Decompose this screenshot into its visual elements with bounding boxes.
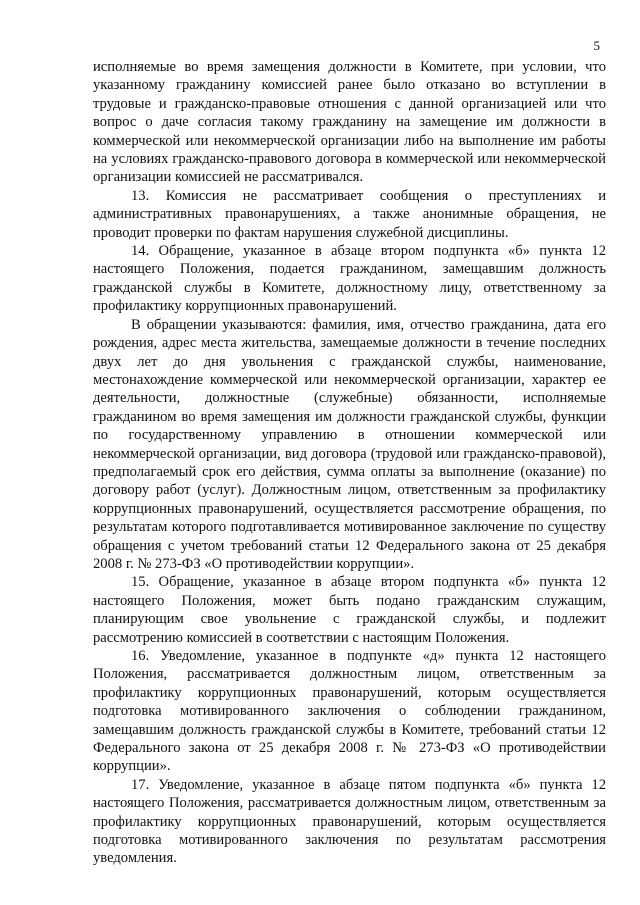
- paragraph-16: 16. Уведомление, указанное в подпункте «д» пункта 12 настоящего Положения, рассматривается должностным лицом, ответственным за профилактику коррупционных правонарушений, которым осуществляется подготовка мотивированного заключения о соблюдении гражданином, замещавшим должность гражданской службы в Комитете, требований статьи 12 Федерального закона от 25 декабря 2008 г. № 273-ФЗ «О противодействии коррупции».: [93, 648, 606, 775]
- paragraph-continuation: исполняемые во время замещения должности в Комитете, при условии, что указанному гражданину комиссией ранее было отказано во вступлении в трудовые и гражданско-правовые отношения с данной организацией или что вопрос о даче согласия такому гражданину на замещение им должности в коммерческой или некоммерческой организации либо на выполнение им работы на условиях гражданско-правового договора в коммерческой или некоммерческой организации комиссией не рассматривался.: [93, 59, 606, 186]
- paragraph-14-details: В обращении указываются: фамилия, имя, отчество гражданина, дата его рождения, адрес места жительства, замещаемые должности в течение последних двух лет до дня увольнения с гражданской службы, наименование, местонахождение коммерческой или некоммерческой организации, характер ее деятельности, должностные (служебные) обязанности, исполняемые гражданином во время замещения им должности гражданской службы, функции по государственному управлению в отношении коммерческой или некоммерческой организации, вид договора (трудовой или гражданско-правовой), предполагаемый срок его действия, сумма оплаты за выполнение (оказание) по договору работ (услуг). Должностным лицом, ответственным за профилактику коррупционных правонарушений, осуществляется рассмотрение обращения, по результатам которого подготавливается мотивированное заключение по существу обращения с учетом требований статьи 12 Федерального закона от 25 декабря 2008 г. № 273-ФЗ «О противодействии коррупции».: [93, 316, 606, 572]
- document-body: [93, 58, 606, 868]
- page-number: 5: [593, 38, 600, 53]
- paragraph-14: 14. Обращение, указанное в абзаце втором подпункта «б» пункта 12 настоящего Положения, подается гражданином, замещавшим должность гражданской службы в Комитете, должностному лицу, ответственному за профилактику коррупционных правонарушений.: [93, 243, 606, 315]
- paragraph-15: 15. Обращение, указанное в абзаце втором подпункта «б» пункта 12 настоящего Положения, может быть подано гражданским служащим, планирующим свое увольнение с гражданской службы, и подлежит рассмотрению комиссией в соответствии с настоящим Положения.: [93, 574, 606, 646]
- paragraph-13: 13. Комиссия не рассматривает сообщения о преступлениях и административных правонарушениях, а также анонимные обращения, не проводит проверки по фактам нарушения служебной дисциплины.: [93, 187, 606, 241]
- paragraph-17: 17. Уведомление, указанное в абзаце пятом подпункта «б» пункта 12 настоящего Положения, рассматривается должностным лицом, ответственным за профилактику коррупционных правонарушений, которым осуществляется подготовка мотивированного заключения по результатам рассмотрения уведомления.: [93, 776, 606, 867]
